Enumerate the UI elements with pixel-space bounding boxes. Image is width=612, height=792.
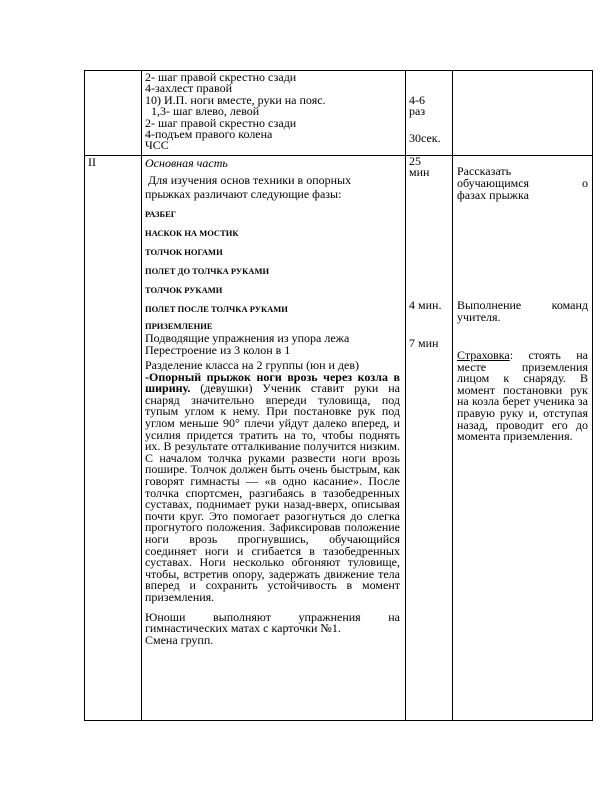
note-tell: Рассказать (457, 164, 512, 178)
table-right-border (592, 70, 593, 721)
row1-section-cell (88, 72, 138, 152)
exercise-line: 4-захлест правой (145, 81, 232, 96)
column-divider-3 (452, 70, 453, 721)
row1-content-cell (145, 72, 403, 155)
exercise-line: 2- шаг правой скрестно сзади (145, 72, 297, 84)
part-title: Основная часть (145, 158, 228, 170)
phase-item: РАЗБЕГ (145, 209, 177, 220)
note-commands: Выполнение команд учителя. (457, 298, 588, 324)
exercise-line: 4-подъем правого колена (145, 127, 273, 142)
row2-section-number: II (88, 157, 96, 169)
vault-description (145, 369, 400, 604)
note-tell-preposition: о (582, 176, 588, 191)
row1-dosage-cell (409, 72, 451, 155)
vault-technique: (девушки) Ученик ставит руки на снаряд значительно впереди туловища, под тупым углом к нему. При постановке рук под углом меньше 90° плечи уйдут далеко вперед, и усилия придется тратить на то, чтобы поднять их. В результате отталкивание получится низким. С началом толчка руками развести ноги врозь пошире. Толчок должен быть очень быстрым, как говорят гимнасты — «в одно касание». После толчка спортсмен, разгибаясь в тазобедренных суставах, поднимает руки назад-вверх, описывая почти круг. Это помогает разогнуться до слегка прогнутого положения. Зафиксировав положение ноги врозь прогнувшись, обучающийся соединяет ноги и сгибается в тазобедренных суставах. Ноги несколько обгоняют туловище, чтобы, встретив опору, задержать движение тела вперед и сохранить устойчивость в момент приземления. (145, 381, 400, 604)
intro-text: Для изучения основ техники в опорных (145, 173, 352, 188)
phase-item: ТОЛЧОК НОГАМИ (145, 247, 223, 258)
boys-task: Юноши выполняют упражнения на гимнастических матах с карточки №1. (145, 609, 400, 636)
spotting-label: Страховка (457, 348, 510, 362)
phase-item: ПРИЗЕМЛЕНИЕ (145, 321, 213, 332)
dosage-reps-unit: раз (409, 104, 426, 119)
class-split: Разделение класса на 2 группы (юн и дев) (145, 358, 360, 373)
row1-notes-cell (456, 72, 590, 152)
row-divider (84, 155, 593, 156)
phase-item: ТОЛЧОК РУКАМИ (145, 285, 223, 296)
spotting-text: : стоять на месте приземления лицом к снаряду. В момент постановки рук на козла берет ученика за правую руку и, отступая назад, проводит его до момента приземления. (457, 348, 588, 444)
intro-text: прыжках различают следующие фазы: (145, 187, 342, 202)
exercise-line: ЧСС (145, 138, 169, 153)
dosage-time: 30сек. (409, 130, 441, 145)
table-top-border (84, 70, 593, 71)
note-tell: фазах прыжка (457, 187, 529, 202)
row2-section-cell (88, 157, 138, 197)
exercise-line: 1,3- шаг влево, левой (145, 104, 260, 119)
row2-content-cell (145, 158, 400, 720)
phase-item: ПОЛЕТ ДО ТОЛЧКА РУКАМИ (145, 266, 270, 277)
swap-groups: Смена групп. (145, 632, 214, 647)
column-divider-1 (141, 70, 142, 721)
row2-notes-cell (457, 158, 588, 718)
formation-change: Перестроение из 3 колон в 1 (145, 342, 291, 357)
lead-exercise: Подводящие упражнения из упора лежа (145, 331, 350, 346)
lead-exercise-duration: 7 мин (409, 336, 439, 350)
main-part-duration-unit: мин (409, 165, 430, 180)
note-spotting (457, 350, 588, 443)
vault-title: -Опорный прыжок ноги врозь через козла в ширину. (145, 369, 400, 396)
phases-duration: 4 мин. (409, 298, 442, 312)
dosage-reps: 4-6 (409, 93, 425, 107)
main-part-duration: 25 (409, 156, 421, 168)
phase-item: ПОЛЕТ ПОСЛЕ ТОЛЧКА РУКАМИ (145, 304, 288, 315)
exercise-line: 10) И.П. ноги вместе, руки на пояс. (145, 92, 326, 107)
exercise-line: 2- шаг правой скрестно сзади (145, 115, 297, 130)
row2-dosage-cell (409, 156, 451, 716)
note-tell-text: обучающимся (457, 176, 530, 191)
column-divider-2 (405, 70, 406, 721)
table-bottom-border (84, 720, 593, 721)
phase-item: НАСКОК НА МОСТИК (145, 228, 239, 239)
table-left-border (84, 70, 85, 721)
